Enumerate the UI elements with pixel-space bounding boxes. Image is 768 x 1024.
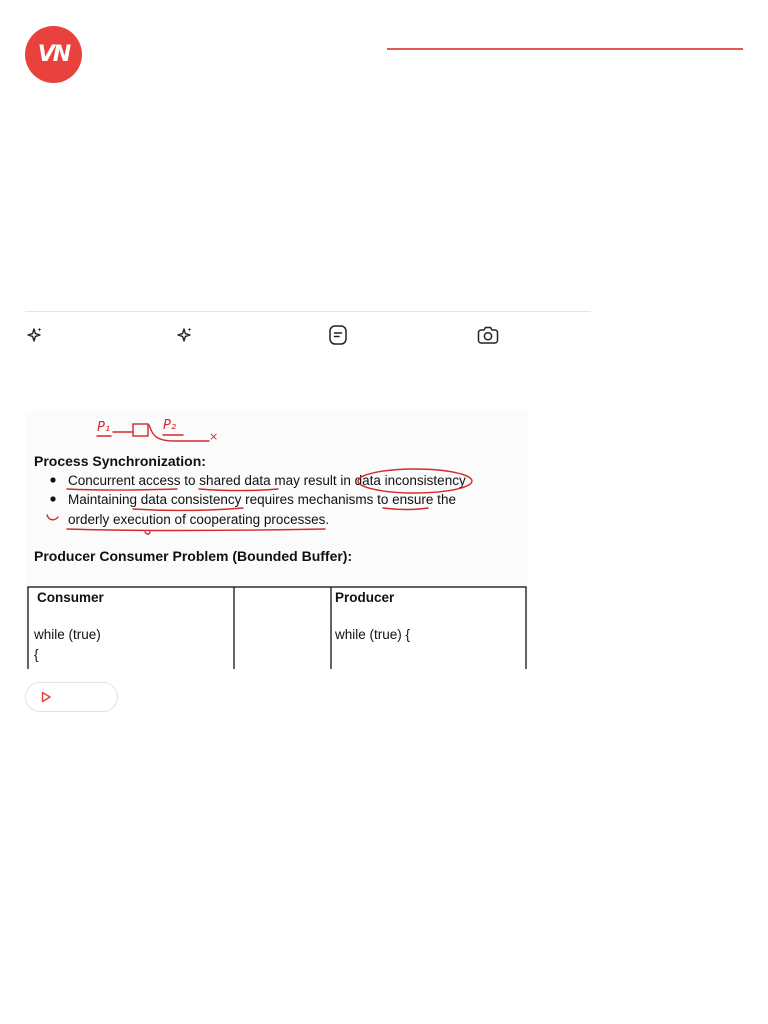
bullet-3: orderly execution of cooperating processes. bbox=[68, 512, 330, 527]
note-action[interactable] bbox=[326, 323, 350, 347]
table-consumer-line2: { bbox=[34, 647, 39, 662]
sparkle-icon bbox=[25, 326, 43, 344]
note-icon bbox=[328, 324, 348, 346]
section-divider bbox=[25, 311, 591, 312]
table-header-producer: Producer bbox=[335, 590, 395, 605]
table-producer-line1: while (true) { bbox=[335, 627, 411, 642]
camera-action[interactable] bbox=[476, 323, 500, 347]
preview-heading: Process Synchronization: bbox=[34, 453, 206, 469]
video-preview[interactable] bbox=[25, 411, 528, 669]
brand-logo[interactable]: VN bbox=[25, 26, 82, 83]
play-button[interactable] bbox=[25, 682, 118, 712]
annotation-x: × bbox=[209, 430, 219, 443]
sparkle-icon bbox=[175, 326, 193, 344]
preview-canvas bbox=[25, 411, 528, 669]
preview-subheading: Producer Consumer Problem (Bounded Buffer): bbox=[34, 548, 353, 564]
sparkle-action-2[interactable] bbox=[172, 323, 196, 347]
play-icon bbox=[40, 691, 52, 703]
bullet-2: Maintaining data consistency requires mechanisms to ensure the bbox=[68, 492, 456, 507]
table-header-consumer: Consumer bbox=[37, 590, 104, 605]
sparkle-action-1[interactable] bbox=[22, 323, 46, 347]
camera-icon bbox=[477, 325, 499, 345]
table-consumer-line1: while (true) bbox=[34, 627, 101, 642]
bullet-1: Concurrent access to shared data may result in data inconsistency bbox=[68, 473, 466, 488]
header-accent-line bbox=[387, 48, 743, 50]
annotation-p2: P₂ bbox=[163, 418, 177, 433]
annotation-p1: P₁ bbox=[97, 420, 111, 435]
